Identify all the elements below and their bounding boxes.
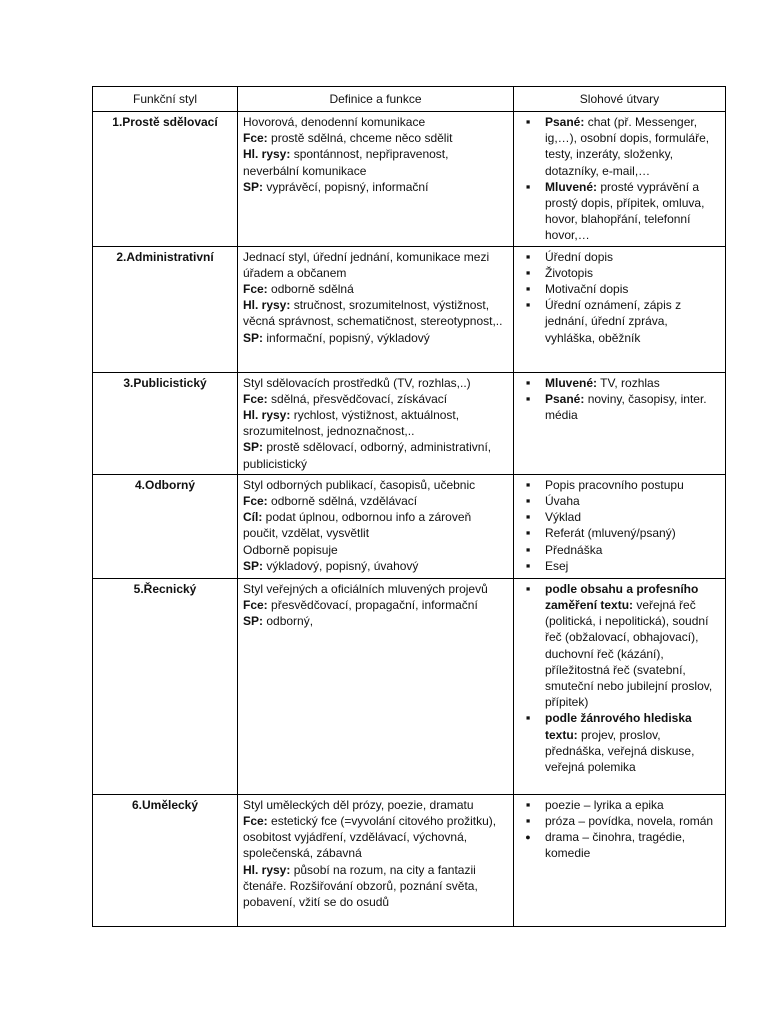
definition-line [243, 330, 507, 346]
form-text: Esej [545, 558, 569, 573]
form-text: chat (př. Messenger, ig,…), osobní dopis, formuláře, testy, inzeráty, složenky, dotazníky, e-mail,… [545, 115, 710, 178]
definition-cell [238, 246, 514, 372]
definition-key: Fce: [243, 598, 268, 613]
square-bullet-icon [521, 477, 535, 494]
definition-text: odborně sdělná, vzdělávací [267, 494, 418, 509]
definition-key: Fce: [243, 391, 268, 406]
list-item [519, 813, 721, 829]
definition-text: podat úplnou, odbornou info a zároveň poučit, vzdělat, vysvětlit [243, 510, 472, 541]
definition-text: vyprávěcí, popisný, informační [263, 179, 429, 194]
forms-list [519, 477, 721, 574]
square-bullet-icon [521, 391, 535, 408]
definition-line [243, 813, 507, 862]
definition-cell [238, 112, 514, 247]
list-item [519, 829, 721, 861]
list-item [519, 281, 721, 297]
square-bullet-icon [521, 558, 535, 575]
form-text: veřejná řeč (politická, i nepolitická), soudní řeč (obžalovací, obhajovací), duchovní řeč (kázání), příležitostná řeč (svatební, smuteční nebo jubilejní proslov, přípitek) [545, 598, 713, 710]
forms-cell [514, 112, 726, 247]
form-text: Úvaha [545, 494, 580, 509]
style-name-cell: 6.Umělecký [93, 794, 238, 926]
definition-line [243, 597, 507, 613]
table-row [93, 246, 726, 372]
definition-line [243, 297, 507, 329]
definition-text: prostě sdělovací, odborný, administrativní, publicistický [243, 440, 492, 471]
table-row [93, 372, 726, 474]
list-item [519, 265, 721, 281]
definition-key: Hl. rysy: [243, 862, 291, 877]
definition-line [243, 509, 507, 541]
styles-table [92, 86, 726, 927]
square-bullet-icon [521, 249, 535, 266]
definition-key: SP: [243, 614, 264, 629]
table-row [93, 794, 726, 926]
definition-line [243, 114, 507, 130]
definition-line [243, 146, 507, 178]
definition-text: výkladový, popisný, úvahový [263, 558, 419, 573]
definition-text: Styl sdělovacích prostředků (TV, rozhlas,..) [243, 375, 471, 390]
square-bullet-icon [521, 525, 535, 542]
list-item [519, 542, 721, 558]
form-text: drama – činohra, tragédie, komedie [545, 830, 686, 861]
definition-line [243, 130, 507, 146]
list-item [519, 249, 721, 265]
forms-cell [514, 474, 726, 578]
definition-key: SP: [243, 440, 264, 455]
table-row [93, 474, 726, 578]
definition-line [243, 558, 507, 574]
square-bullet-icon [521, 493, 535, 510]
form-text: Výklad [545, 510, 582, 525]
forms-list [519, 114, 721, 244]
definition-text: informační, popisný, výkladový [263, 330, 430, 345]
form-text: projev, proslov, přednáška, veřejná diskuse, veřejná polemika [545, 727, 695, 775]
form-text: prosté vyprávění a prostý dopis, přípitek, omluva, hovor, blahopřání, telefonní hovor,… [545, 179, 705, 243]
table-row [93, 112, 726, 247]
form-key: podle žánrového hlediska textu: [545, 711, 692, 742]
header-functional-style: Funkční styl [93, 87, 238, 112]
definition-key: Fce: [243, 494, 268, 509]
form-text: Úřední oznámení, zápis z jednání, úřední zpráva, vyhláška, oběžník [545, 298, 682, 345]
header-definition: Definice a funkce [238, 87, 514, 112]
definition-line [243, 249, 507, 281]
definition-key: Fce: [243, 131, 268, 146]
definition-text: prostě sdělná, chceme něco sdělit [267, 131, 453, 146]
forms-list [519, 581, 721, 775]
definition-key: Cíl: [243, 510, 263, 525]
definition-line [243, 493, 507, 509]
list-item [519, 797, 721, 813]
style-name-cell: 5.Řecnický [93, 578, 238, 794]
definition-key: Hl. rysy: [243, 408, 291, 423]
form-key: Psané: [545, 391, 585, 406]
form-key: podle obsahu a profesního zaměření textu: [545, 581, 699, 613]
form-text: Životopis [545, 265, 594, 280]
definition-cell [238, 794, 514, 926]
forms-cell [514, 794, 726, 926]
table-row [93, 578, 726, 794]
square-bullet-icon [521, 542, 535, 559]
form-text: Úřední dopis [545, 249, 614, 264]
square-bullet-icon [521, 375, 535, 392]
form-text: noviny, časopisy, inter. média [545, 391, 707, 423]
definition-text: Styl odborných publikací, časopisů, učebnic [243, 477, 476, 492]
definition-text: působí na rozum, na city a fantazii čtenáře. Rozšiřování obzorů, poznání světa, pobavení, vžití se do osudů [243, 862, 478, 910]
forms-list [519, 797, 721, 862]
square-bullet-icon [521, 179, 535, 196]
definition-text: estetický fce (=vyvolání citového prožitku), osobitost vyjádření, vzdělávací, výchovná, společenská, zábavná [243, 814, 497, 861]
definition-text: spontánnost, nepřipravenost, neverbální komunikace [243, 147, 449, 178]
definition-line [243, 797, 507, 813]
form-text: poezie – lyrika a epika [545, 797, 664, 812]
list-item [519, 581, 721, 711]
definition-line [243, 375, 507, 391]
definition-key: Fce: [243, 814, 268, 829]
definition-key: Hl. rysy: [243, 298, 291, 313]
list-item [519, 179, 721, 244]
definition-line [243, 581, 507, 597]
style-name-cell: 1.Prostě sdělovací [93, 112, 238, 247]
form-key: Mluvené: [545, 179, 598, 194]
definition-text: Styl uměleckých děl prózy, poezie, dramatu [243, 797, 474, 812]
definition-key: SP: [243, 330, 264, 345]
square-bullet-icon [521, 114, 535, 131]
style-name-cell: 2.Administrativní [93, 246, 238, 372]
definition-text: Hovorová, denodenní komunikace [243, 115, 426, 129]
form-text: Motivační dopis [545, 282, 629, 297]
square-bullet-icon [521, 797, 535, 814]
round-bullet-icon [521, 829, 535, 845]
definition-text: rychlost, výstižnost, aktuálnost, srozumitelnost, jednoznačnost,.. [243, 408, 460, 439]
form-key: Psané: [545, 115, 585, 129]
square-bullet-icon [521, 710, 535, 727]
square-bullet-icon [521, 581, 535, 598]
form-text: Přednáška [545, 542, 603, 557]
square-bullet-icon [521, 281, 535, 298]
square-bullet-icon [521, 297, 535, 314]
header-forms: Slohové útvary [514, 87, 726, 112]
forms-cell [514, 246, 726, 372]
definition-text: Odborně popisuje [243, 542, 338, 557]
list-item [519, 509, 721, 525]
list-item [519, 525, 721, 541]
form-text: Referát (mluvený/psaný) [545, 526, 676, 541]
list-item [519, 297, 721, 346]
list-item [519, 114, 721, 179]
definition-key: Fce: [243, 282, 268, 297]
definition-text: odborně sdělná [267, 282, 354, 297]
definition-key: SP: [243, 558, 264, 573]
definition-line [243, 613, 507, 629]
forms-cell [514, 578, 726, 794]
definition-text: Jednací styl, úřední jednání, komunikace mezi úřadem a občanem [243, 249, 490, 280]
definition-text: přesvědčovací, propagační, informační [267, 598, 478, 613]
definition-key: Hl. rysy: [243, 147, 291, 162]
definition-text: sdělná, přesvědčovací, získávací [267, 391, 448, 406]
definition-cell [238, 578, 514, 794]
definition-text: stručnost, srozumitelnost, výstižnost, věcná správnost, schematičnost, stereotypnost,.. [243, 298, 503, 329]
style-name-cell: 4.Odborný [93, 474, 238, 578]
definition-line [243, 542, 507, 558]
square-bullet-icon [521, 509, 535, 526]
definition-line [243, 439, 507, 471]
definition-text: Styl veřejných a oficiálních mluvených projevů [243, 581, 488, 596]
definition-line [243, 477, 507, 493]
forms-cell [514, 372, 726, 474]
list-item [519, 558, 721, 574]
definition-text: odborný, [263, 614, 314, 629]
definition-line [243, 407, 507, 439]
list-item [519, 477, 721, 493]
list-item [519, 375, 721, 391]
forms-list [519, 249, 721, 346]
forms-list [519, 375, 721, 424]
definition-key: SP: [243, 179, 264, 194]
definition-line [243, 281, 507, 297]
list-item [519, 710, 721, 775]
square-bullet-icon [521, 265, 535, 282]
form-text: Popis pracovního postupu [545, 477, 684, 492]
definition-line [243, 179, 507, 195]
list-item [519, 493, 721, 509]
square-bullet-icon [521, 813, 535, 830]
list-item [519, 391, 721, 423]
form-key: Mluvené: [545, 375, 598, 390]
definition-line [243, 391, 507, 407]
form-text: próza – povídka, novela, román [545, 814, 714, 829]
table-header-row [93, 87, 726, 112]
definition-cell [238, 372, 514, 474]
definition-cell [238, 474, 514, 578]
style-name-cell: 3.Publicistický [93, 372, 238, 474]
form-text: TV, rozhlas [597, 375, 660, 390]
definition-line [243, 862, 507, 911]
